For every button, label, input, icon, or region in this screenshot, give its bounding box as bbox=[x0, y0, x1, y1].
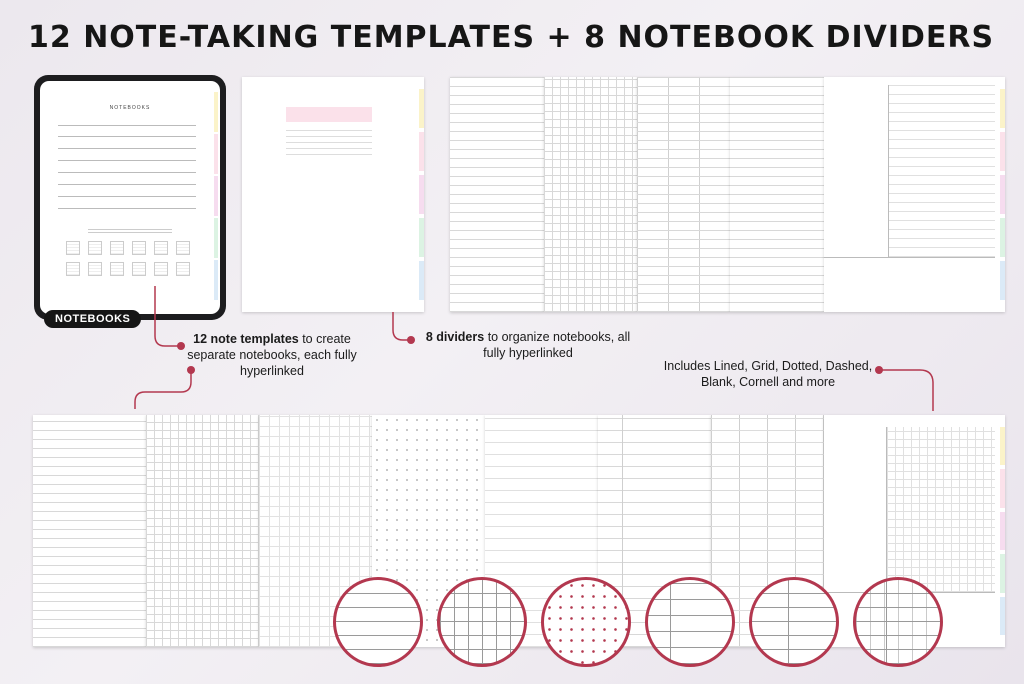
callout-templates-text: to create separate notebooks, each fully hyperlinked bbox=[187, 332, 357, 378]
callout-dot-dividers bbox=[407, 336, 415, 344]
notebooks-badge: NOTEBOOKS bbox=[44, 310, 141, 328]
headline: 12 NOTE-TAKING TEMPLATES + 8 NOTEBOOK DIVIDERS bbox=[28, 20, 995, 55]
callout-dividers-bold: 8 dividers bbox=[425, 330, 485, 344]
callout-templates bbox=[184, 331, 360, 379]
ipad-screen-title: NOTEBOOKS bbox=[109, 105, 151, 111]
callout-templates-bold: 12 note templates bbox=[193, 332, 299, 346]
callout-includes: Includes Lined, Grid, Dotted, Dashed, Blank, Cornell and more bbox=[663, 359, 873, 389]
callout-dot-includes bbox=[875, 366, 883, 374]
callout-dividers-text: to organize notebooks, all fully hyperlinked bbox=[483, 330, 631, 360]
callout-dividers bbox=[420, 329, 636, 361]
